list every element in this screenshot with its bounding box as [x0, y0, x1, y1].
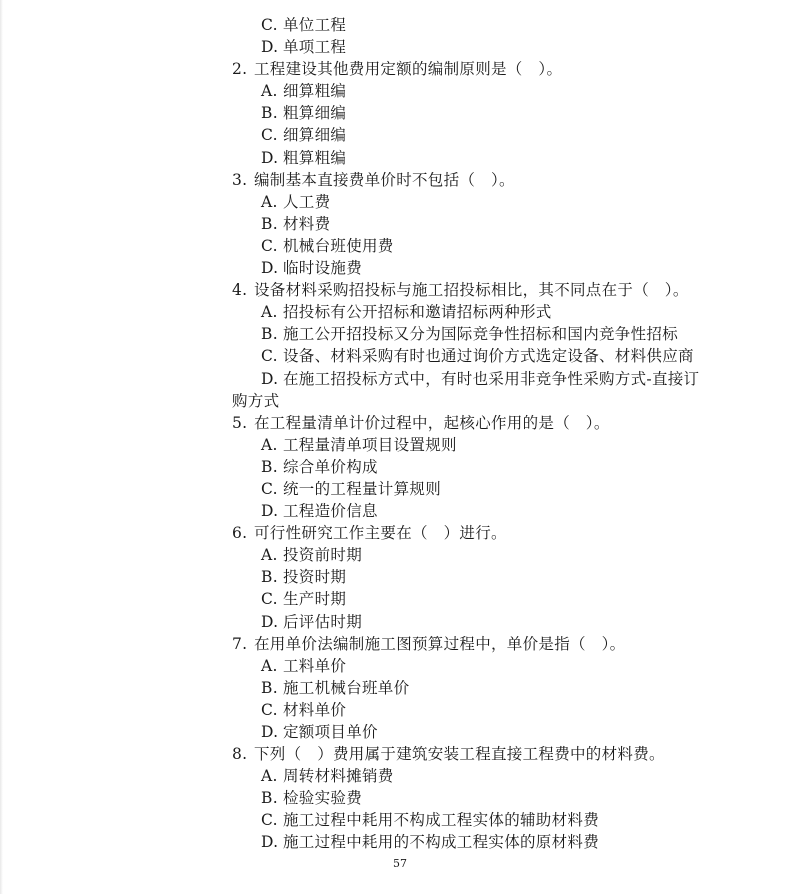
question-stem	[0, 169, 800, 191]
option-line	[0, 809, 800, 831]
option-line	[0, 699, 800, 721]
option-continuation: 购方式	[232, 391, 280, 410]
question-stem	[0, 58, 800, 80]
option-letter: C.	[261, 347, 278, 366]
question-stem	[0, 279, 800, 301]
option-line	[0, 345, 800, 367]
question-number: 6.	[232, 524, 248, 543]
option-text: 施工过程中耗用的不构成工程实体的原材料费	[283, 833, 600, 852]
option-text: 检验实验费	[283, 789, 363, 808]
question-text: 设备材料采购招投标与施工招投标相比，其不同点在于（ ）。	[254, 281, 689, 300]
option-text: 在施工招投标方式中，有时也采用非竞争性采购方式-直接订	[283, 369, 700, 388]
option-text: 施工公开招投标又分为国际竞争性招标和国内竞争性招标	[283, 325, 679, 344]
option-line	[0, 566, 800, 588]
question-stem	[0, 633, 800, 655]
question-text: 在用单价法编制施工图预算过程中，单价是指（ ）。	[254, 634, 626, 653]
option-text: 投资时期	[283, 568, 347, 587]
option-text: 粗算细编	[283, 104, 347, 123]
option-letter: B.	[261, 789, 278, 808]
option-text: 投资前时期	[283, 546, 363, 565]
option-letter: D.	[261, 148, 279, 167]
option-line	[0, 323, 800, 345]
question-stem	[0, 743, 800, 765]
option-line	[0, 831, 800, 853]
option-text: 人工费	[283, 192, 331, 211]
option-text: 定额项目单价	[283, 723, 378, 741]
question-text: 在工程量清单计价过程中，起核心作用的是（ ）。	[254, 413, 610, 432]
option-letter: A.	[261, 546, 278, 565]
option-line	[0, 191, 800, 213]
option-line	[0, 301, 800, 323]
option-letter: B.	[261, 678, 278, 697]
option-line	[0, 124, 800, 146]
option-line	[0, 478, 800, 500]
option-letter: C.	[261, 479, 278, 498]
option-text: 施工过程中耗用不构成工程实体的辅助材料费	[283, 811, 600, 830]
option-text: 工程量清单项目设置规则	[283, 435, 457, 454]
option-letter: A.	[261, 656, 278, 675]
option-text: 后评估时期	[283, 612, 363, 631]
question-text: 编制基本直接费单价时不包括（ ）。	[254, 170, 515, 189]
option-letter: A.	[261, 192, 278, 211]
question-stem	[0, 412, 800, 434]
option-text: 统一的工程量计算规则	[283, 479, 442, 498]
option-text: 生产时期	[283, 590, 347, 609]
question-number: 3.	[232, 170, 248, 189]
question-text: 工程建设其他费用定额的编制原则是（ ）。	[254, 60, 563, 79]
option-letter: B.	[261, 325, 278, 344]
option-letter: B.	[261, 214, 278, 233]
question-number: 5.	[232, 413, 248, 432]
option-text: 细算粗编	[283, 82, 347, 101]
option-text: 施工机械台班单价	[283, 678, 410, 697]
option-letter: C.	[261, 16, 278, 34]
option-letter: D.	[261, 259, 279, 278]
option-line	[0, 500, 800, 522]
option-letter: D.	[261, 502, 279, 521]
option-letter: D.	[261, 612, 279, 631]
option-line	[0, 611, 800, 633]
question-number: 4.	[232, 281, 248, 300]
option-letter: B.	[261, 568, 278, 587]
option-text: 细算细编	[283, 126, 347, 145]
option-letter: A.	[261, 82, 278, 101]
option-letter: A.	[261, 303, 278, 322]
option-line	[0, 721, 800, 743]
option-line	[0, 765, 800, 787]
option-letter: D.	[261, 38, 279, 57]
option-letter: C.	[261, 811, 278, 830]
question-number: 7.	[232, 634, 248, 653]
option-text: 设备、材料采购有时也通过询价方式选定设备、材料供应商	[283, 347, 694, 366]
option-line	[0, 456, 800, 478]
option-line	[0, 787, 800, 809]
question-number: 8.	[232, 745, 248, 764]
option-line	[0, 213, 800, 235]
option-text: 临时设施费	[283, 259, 363, 278]
option-line	[0, 588, 800, 610]
option-line	[0, 677, 800, 699]
option-letter: B.	[261, 457, 278, 476]
option-line	[0, 80, 800, 102]
option-letter: C.	[261, 236, 278, 255]
option-text: 单项工程	[283, 38, 347, 57]
option-letter: C.	[261, 700, 278, 719]
question-text: 可行性研究工作主要在（ ）进行。	[254, 524, 507, 543]
option-text: 工料单价	[283, 656, 347, 675]
option-letter: A.	[261, 435, 278, 454]
option-line	[0, 36, 800, 58]
option-letter: A.	[261, 767, 278, 786]
question-number: 2.	[232, 60, 248, 79]
option-line	[0, 544, 800, 566]
option-letter: D.	[261, 833, 279, 852]
option-letter: D.	[261, 369, 279, 388]
option-text: 机械台班使用费	[283, 236, 394, 255]
option-line	[0, 102, 800, 124]
option-text: 综合单价构成	[283, 457, 378, 476]
option-letter: D.	[261, 723, 279, 741]
option-text: 招投标有公开招标和邀请招标两种形式	[283, 303, 552, 322]
option-line	[0, 655, 800, 677]
option-text: 单位工程	[283, 16, 347, 34]
option-letter: C.	[261, 126, 278, 145]
option-line	[0, 235, 800, 257]
option-letter: C.	[261, 590, 278, 609]
question-list	[0, 14, 800, 854]
option-letter: B.	[261, 104, 278, 123]
option-line	[0, 257, 800, 279]
option-line	[0, 434, 800, 456]
option-line	[0, 14, 800, 36]
option-line	[0, 368, 800, 390]
question-text: 下列（ ）费用属于建筑安装工程直接工程费中的材料费。	[254, 745, 665, 764]
question-stem	[0, 522, 800, 544]
page-number: 57	[393, 857, 407, 870]
option-text: 材料单价	[283, 700, 347, 719]
option-text: 工程造价信息	[283, 502, 378, 521]
option-text: 周转材料摊销费	[283, 767, 394, 786]
option-text: 粗算粗编	[283, 148, 347, 167]
option-text: 材料费	[283, 214, 331, 233]
option-line	[0, 147, 800, 169]
